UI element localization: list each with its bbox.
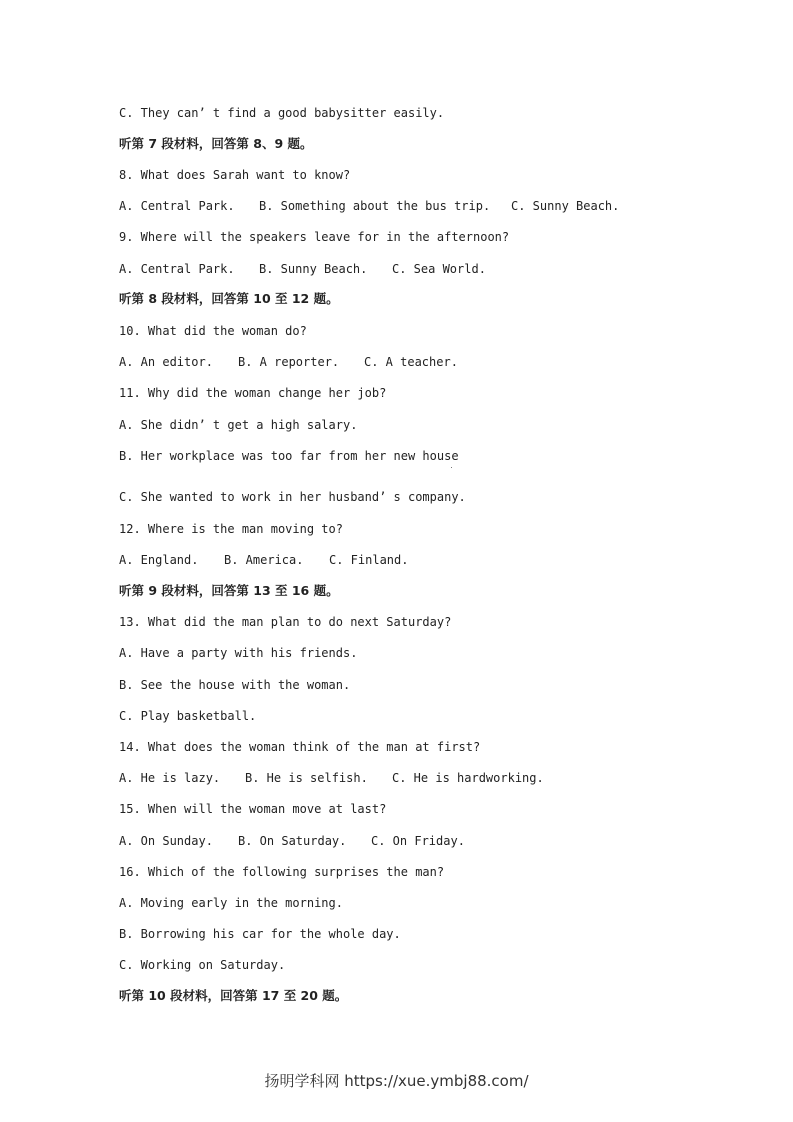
q11-option-a: A. She didn’ t get a high salary. xyxy=(119,418,358,432)
footer-watermark: 扬明学科网 https://xue.ymbj88.com/ xyxy=(264,1072,529,1090)
question-14: 14. What does the woman think of the man at first? xyxy=(119,740,481,754)
question-13: 13. What did the man plan to do next Saturday? xyxy=(119,615,452,629)
q8-option-a: A. Central Park. xyxy=(119,199,235,213)
q9-option-a: A. Central Park. xyxy=(119,262,235,276)
question-9: 9. Where will the speakers leave for in the afternoon? xyxy=(119,230,510,244)
question-8: 8. What does Sarah want to know? xyxy=(119,168,351,182)
q13-option-a: A. Have a party with his friends. xyxy=(119,646,358,660)
q8-option-b: B. Something about the bus trip. xyxy=(259,199,491,213)
q14-option-a: A. He is lazy. xyxy=(119,771,221,785)
q15-option-b: B. On Saturday. xyxy=(238,834,347,848)
q16-option-a: A. Moving early in the morning. xyxy=(119,896,343,910)
question-10-options xyxy=(119,353,458,371)
q12-option-c: C. Finland. xyxy=(329,553,409,567)
q10-option-c: C. A teacher. xyxy=(364,355,458,369)
section-heading-9: 听第 9 段材料，回答第 13 至 16 题。 xyxy=(119,583,339,598)
q7-option-c: C. They can’ t find a good babysitter easily. xyxy=(119,106,445,120)
section-heading-8: 听第 8 段材料，回答第 10 至 12 题。 xyxy=(119,291,339,306)
question-12: 12. Where is the man moving to? xyxy=(119,522,343,536)
q16-option-b: B. Borrowing his car for the whole day. xyxy=(119,927,401,941)
q12-option-b: B. America. xyxy=(224,553,304,567)
q13-option-b: B. See the house with the woman. xyxy=(119,678,351,692)
q15-option-c: C. On Friday. xyxy=(371,834,465,848)
q9-option-c: C. Sea World. xyxy=(392,262,486,276)
question-16: 16. Which of the following surprises the man? xyxy=(119,865,445,879)
q15-option-a: A. On Sunday. xyxy=(119,834,213,848)
question-12-options xyxy=(119,551,408,569)
q8-option-c: C. Sunny Beach. xyxy=(511,199,620,213)
question-14-options xyxy=(119,769,544,787)
q14-option-b: B. He is selfish. xyxy=(245,771,368,785)
question-9-options xyxy=(119,260,486,278)
q11-option-b: B. Her workplace was too far from her new house xyxy=(119,449,459,463)
section-heading-7: 听第 7 段材料，回答第 8、9 题。 xyxy=(119,136,313,151)
q9-option-b: B. Sunny Beach. xyxy=(259,262,368,276)
question-8-options xyxy=(119,197,619,215)
q16-option-c: C. Working on Saturday. xyxy=(119,958,286,972)
question-15: 15. When will the woman move at last? xyxy=(119,802,387,816)
q10-option-a: A. An editor. xyxy=(119,355,213,369)
q11-option-c: C. She wanted to work in her husband’ s company. xyxy=(119,490,466,504)
question-15-options xyxy=(119,832,465,850)
stray-dot xyxy=(451,467,452,468)
q14-option-c: C. He is hardworking. xyxy=(392,771,544,785)
question-10: 10. What did the woman do? xyxy=(119,324,307,338)
section-heading-10: 听第 10 段材料，回答第 17 至 20 题。 xyxy=(119,988,348,1003)
q12-option-a: A. England. xyxy=(119,553,199,567)
q10-option-b: B. A reporter. xyxy=(238,355,340,369)
q13-option-c: C. Play basketball. xyxy=(119,709,257,723)
question-11: 11. Why did the woman change her job? xyxy=(119,386,387,400)
